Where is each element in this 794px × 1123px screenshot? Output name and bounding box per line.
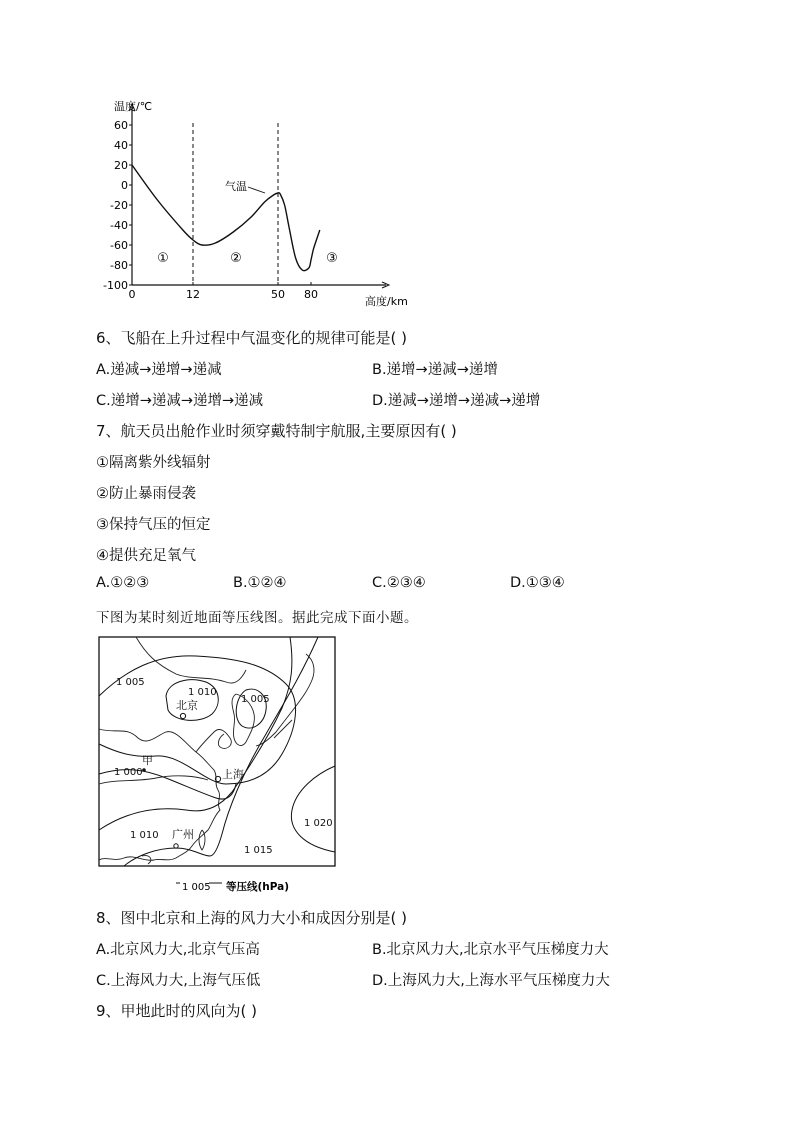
x-tick-label: 0	[128, 288, 136, 301]
label-iso-1010-beijing: 1 010	[188, 687, 217, 698]
q9-stem: 9、甲地此时的风向为( )	[96, 1002, 258, 1020]
q7-option-d[interactable]: D.①③④	[510, 575, 565, 591]
q7-item-3: ③保持气压的恒定	[96, 517, 211, 533]
y-tick-label: -80	[110, 259, 128, 272]
temperature-altitude-chart	[100, 95, 420, 315]
x-axis-label: 高度/km	[365, 295, 408, 308]
jia-marker	[142, 768, 146, 772]
label-beijing: 北京	[176, 699, 198, 712]
q6-option-b[interactable]: B.递增→递减→递增	[372, 362, 498, 378]
legend-text: 等压线(hPa)	[226, 881, 290, 893]
q6-option-a[interactable]: A.递减→递增→递减	[96, 362, 222, 378]
label-guangzhou: 广州	[172, 828, 194, 841]
q7-item-4: ④提供充足氧气	[96, 548, 196, 564]
y-tick-label: 0	[121, 179, 128, 192]
q8-option-d[interactable]: D.上海风力大,上海水平气压梯度力大	[372, 973, 610, 989]
label-iso-1005-korea: 1 005	[241, 694, 270, 705]
q7-stem: 7、航天员出舱作业时须穿戴特制宇航服,主要原因有( )	[96, 422, 457, 440]
q6-option-c[interactable]: C.递增→递减→递增→递减	[96, 393, 264, 409]
q8-stem: 8、图中北京和上海的风力大小和成因分别是( )	[96, 909, 408, 927]
y-tick-label: 20	[114, 159, 128, 172]
legend-sample-value: 1 005	[182, 882, 211, 893]
q8-option-a[interactable]: A.北京风力大,北京气压高	[96, 942, 260, 958]
q8-option-b[interactable]: B.北京风力大,北京水平气压梯度力大	[372, 942, 609, 958]
q7-option-a[interactable]: A.①②③	[96, 575, 150, 591]
series-label-leader	[248, 187, 265, 193]
y-tick-label: 60	[114, 119, 128, 132]
y-tick-label: -100	[103, 279, 128, 292]
isobar-map	[96, 634, 342, 896]
q7-option-b[interactable]: B.①②④	[233, 575, 287, 591]
y-tick-label: 40	[114, 139, 128, 152]
series-label: 气温	[225, 180, 247, 193]
q7-item-1: ①隔离紫外线辐射	[96, 455, 211, 471]
x-tick-label: 80	[304, 288, 318, 301]
q7-option-c[interactable]: C.②③④	[372, 575, 426, 591]
y-tick-label: -40	[110, 219, 128, 232]
y-axis-label: 温度/℃	[114, 100, 153, 113]
q8-option-c[interactable]: C.上海风力大,上海气压低	[96, 973, 261, 989]
label-shanghai: 上海	[222, 768, 244, 781]
y-tick-label: -60	[110, 239, 128, 252]
map-intro: 下图为某时刻近地面等压线图。据此完成下面小题。	[96, 610, 418, 626]
label-iso-1015: 1 015	[244, 845, 273, 856]
label-iso-1000: 1 000	[114, 767, 143, 778]
y-tick-label: -20	[110, 199, 128, 212]
label-jia: 甲	[142, 754, 153, 767]
label-iso-1020: 1 020	[304, 818, 333, 829]
region-label: ③	[326, 251, 338, 266]
x-tick-label: 12	[186, 288, 200, 301]
label-iso-1005: 1 005	[116, 677, 145, 688]
x-tick-label: 50	[271, 288, 285, 301]
region-label: ②	[230, 251, 242, 266]
q6-option-d[interactable]: D.递减→递增→递减→递增	[372, 393, 541, 409]
label-iso-1010: 1 010	[130, 830, 159, 841]
region-label: ①	[157, 251, 169, 266]
q7-item-2: ②防止暴雨侵袭	[96, 486, 196, 502]
q6-stem: 6、飞船在上升过程中气温变化的规律可能是( )	[96, 329, 408, 347]
map-legend	[176, 880, 289, 893]
